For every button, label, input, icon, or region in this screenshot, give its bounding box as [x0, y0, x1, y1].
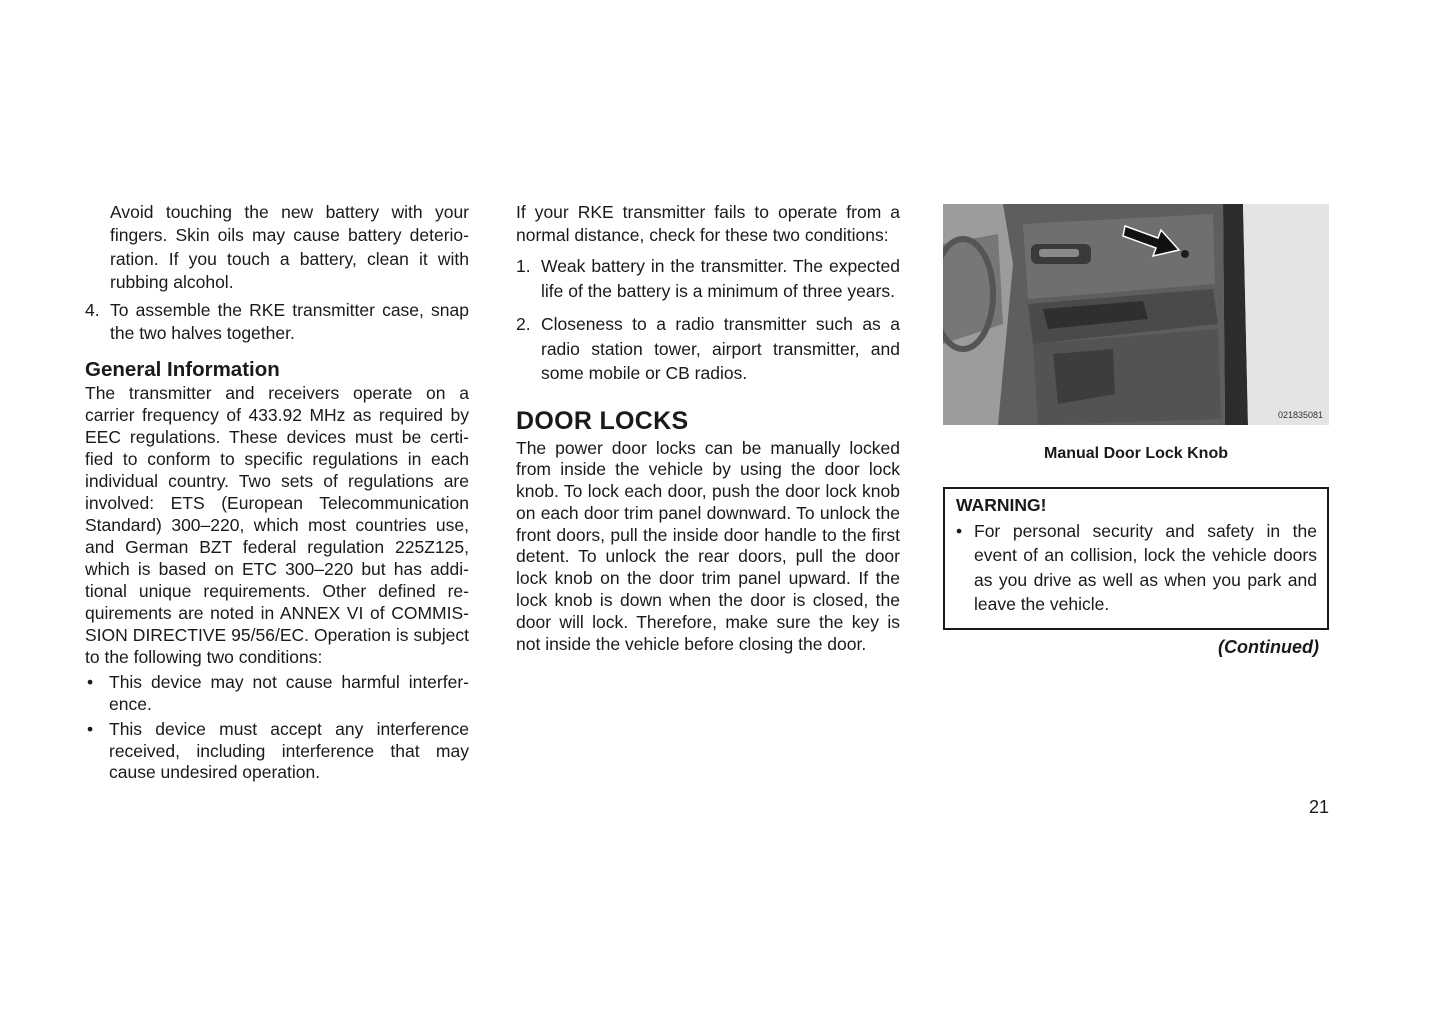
door-locks-paragraph: The power door locks can be manually locked from inside the vehicle by using the door lock knob. To lock each door, push the door lock knob on each door trim panel downward. To unlock the front doors, pull the inside door handle to the first detent. To unlock the rear doors, pull the door lock knob on the door trim panel upward. If the lock knob is down when the door is closed, the door will lock. Therefore, make sure the key is not inside the vehicle before closing the door.	[516, 437, 900, 654]
conditions-list	[85, 672, 469, 784]
right-column	[943, 204, 1329, 658]
warning-box	[943, 487, 1329, 630]
step-4	[85, 299, 469, 346]
list-item: • This device may not cause harmful interfer-ence.	[87, 672, 469, 714]
door-interior-illustration	[943, 204, 1329, 425]
bullet-icon: •	[956, 521, 963, 541]
condition-item: 2. Closeness to a radio transmitter such as a radio station tower, airport transmitter, and some mobile or CB radios.	[516, 314, 900, 383]
list-item: • For personal security and safety in the event of an collision, lock the vehicle doors as you drive as well as when you park and leave the vehicle.	[956, 519, 1317, 616]
middle-column	[516, 200, 900, 655]
figure-code: 021835081	[1277, 410, 1323, 420]
general-information-paragraph: The transmitter and receivers operate on a carrier frequency of 433.92 MHz as required by EEC regulations. These devices must be certi-fied to conform to specific regulations in each individual country. Two sets of regulations are involved: ETS (European Telecommunication Standard) 300–220, which most countries use, and German BZT federal regulation 225Z125, which is based on ETC 300–220 but has addi-tional unique requirements. Other defined re-quirements are noted in ANNEX VI of COMMIS-SION DIRECTIVE 95/56/EC. Operation is subject to the following two conditions:	[85, 383, 469, 668]
list-item: • This device must accept any interference received, including interference that may cause undesired operation.	[87, 719, 469, 783]
left-column	[85, 200, 469, 784]
door-lock-knob-figure	[943, 204, 1329, 425]
door-locks-heading: DOOR LOCKS	[516, 406, 689, 435]
figure-caption: Manual Door Lock Knob	[1044, 445, 1228, 462]
continued-label: (Continued)	[1218, 637, 1319, 658]
bullet-icon: •	[87, 672, 94, 693]
rke-failure-intro: If your RKE transmitter fails to operate from a normal distance, check for these two conditions:	[516, 202, 900, 245]
warning-list	[956, 519, 1317, 616]
battery-handling-paragraph: Avoid touching the new battery with your fingers. Skin oils may cause battery deterio-ration. If you touch a battery, clean it with rubbing alcohol.	[110, 202, 469, 293]
step-text: To assemble the RKE transmitter case, snap the two halves together.	[110, 299, 469, 344]
general-information-heading: General Information	[85, 358, 280, 382]
condition-item: 1. Weak battery in the transmitter. The expected life of the battery is a minimum of three years.	[516, 256, 900, 301]
bullet-icon: •	[87, 719, 94, 740]
warning-title: WARNING!	[956, 495, 1047, 515]
step-number: 4.	[85, 299, 100, 320]
page-number: 21	[1308, 797, 1329, 817]
